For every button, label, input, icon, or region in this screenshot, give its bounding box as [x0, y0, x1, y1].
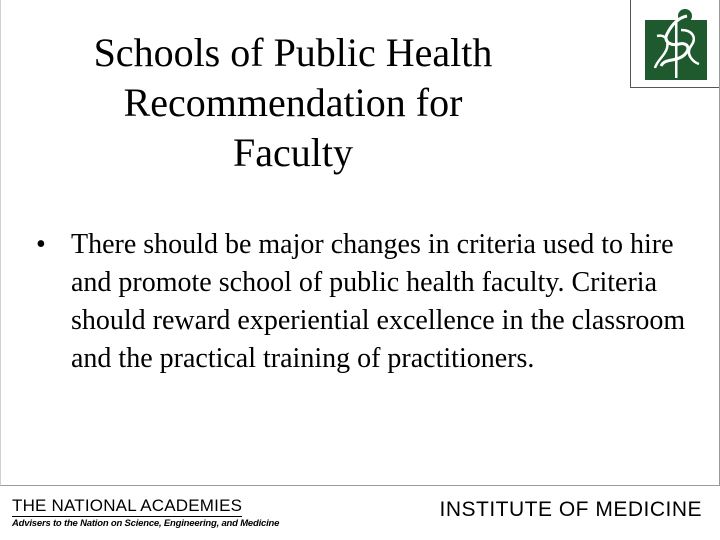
institute-name: INSTITUTE OF MEDICINE [439, 498, 702, 521]
national-academies-branding [12, 497, 279, 530]
bullet-item [36, 226, 696, 378]
title-line-3: Faculty [233, 130, 353, 175]
title-line-1: Schools of Public Health [93, 30, 493, 75]
bullet-list [36, 226, 696, 378]
org-tagline: Advisers to the Nation on Science, Engineering, and Medicine [12, 518, 280, 529]
org-name: THE NATIONAL ACADEMIES [12, 496, 243, 515]
title-line-2: Recommendation for [123, 80, 463, 125]
bullet-dot: • [36, 229, 46, 260]
iom-caduceus-logo-icon [637, 6, 713, 82]
logo-box [630, 0, 719, 88]
slide-title [40, 28, 546, 178]
bullet-text: There should be major changes in criteria used to hire and promote school of public health faculty. Criteria should reward experiential excellence in the classroom and the practical training of practitioners. [71, 229, 686, 374]
